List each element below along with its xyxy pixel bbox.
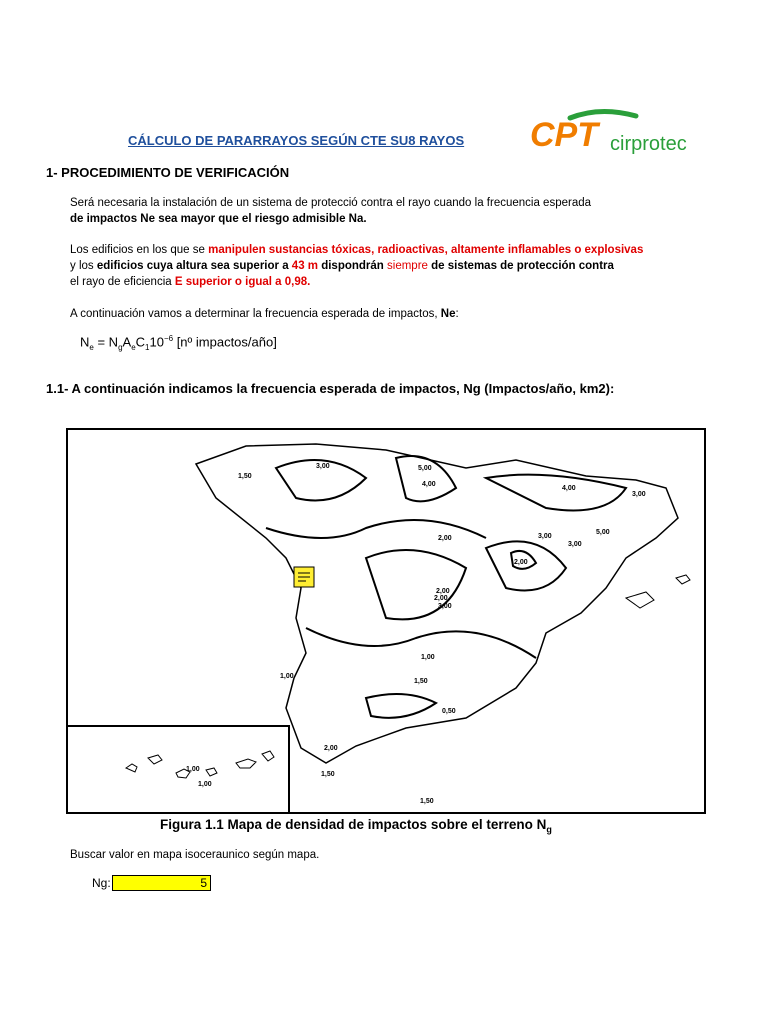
para2-line1: [70, 242, 643, 258]
logo-brand: CPT: [530, 116, 598, 154]
ng-label: Ng:: [92, 876, 111, 890]
figure-caption: [160, 817, 552, 835]
formula-s2: e: [131, 342, 136, 352]
caption-sub: g: [546, 824, 552, 835]
formula-c: C: [135, 334, 146, 350]
map-label-5: 4,00: [562, 485, 576, 492]
formula-unit: [nº impactos/año]: [173, 334, 277, 350]
caption-text: Figura 1.1 Mapa de densidad de impactos sobre el terreno N: [160, 817, 547, 832]
section1-heading: 1- PROCEDIMIENTO DE VERIFICACIÓN: [46, 165, 290, 180]
para2-l2f: de sistemas de protección contra: [427, 260, 614, 272]
map-label-2: 4,00: [422, 481, 436, 488]
canary-inset: [67, 726, 289, 813]
formula-a: A: [122, 334, 132, 350]
formula-eq: = N: [93, 334, 119, 350]
para1-line1: Será necesaria la instalación de un sistema de protecció contra el rayo cuando la frecuencia esperada: [70, 197, 592, 209]
map-label-16: 2,00: [324, 745, 338, 752]
para2-l1a: Los edificios en los que se: [70, 244, 209, 256]
map-label-6: 5,00: [596, 529, 610, 536]
formula-s3: 1: [145, 342, 150, 352]
lightning-density-map: [66, 428, 706, 814]
para2-line3: [70, 274, 310, 290]
formula-lhs: N: [80, 334, 90, 350]
formula-ten: 10: [149, 334, 164, 350]
map-label-3: 1,50: [238, 473, 252, 480]
map-label-20: 1,00: [198, 781, 212, 788]
para3-b: Ne: [440, 308, 456, 320]
map-label-19: 1,00: [186, 766, 200, 773]
map-label-14: 1,00: [421, 654, 435, 661]
map-label-18: 1,50: [420, 798, 434, 805]
map-label-10: 2,00: [438, 535, 452, 542]
ne-formula: [80, 334, 277, 352]
para3-c: :: [455, 308, 459, 320]
para2-l2b: edificios cuya altura sea superior a: [96, 260, 292, 272]
map-label-8: 2,00: [514, 559, 528, 566]
map-label-9: 3,00: [568, 541, 582, 548]
map-label-13: 1,50: [414, 678, 428, 685]
para2-l3a: el rayo de eficiencia: [70, 276, 175, 288]
para2-l2d: dispondrán: [318, 260, 388, 272]
para1-line2: de impactos Ne sea mayor que el riesgo admisible Na.: [70, 213, 367, 225]
map-label-11: 3,00: [438, 603, 452, 610]
formula-s1: g: [118, 342, 123, 352]
section11-heading: 1.1- A continuación indicamos la frecuencia esperada de impactos, Ng (Impactos/año, km2):: [46, 381, 615, 396]
note-icon[interactable]: [293, 566, 315, 588]
para3: [70, 306, 459, 322]
page-title: CÁLCULO DE PARARRAYOS SEGÚN CTE SU8 RAYOS: [128, 133, 465, 148]
para2-l3b: E superior o igual a 0,98.: [174, 276, 311, 288]
para2-l1b: manipulen sustancias tóxicas, radioactivas, altamente inflamables o explosivas: [208, 244, 644, 256]
para2-l2a: y los: [70, 260, 97, 272]
map-label-1: 5,00: [418, 465, 432, 472]
logo-name: cirprotec: [610, 133, 687, 155]
map-label-17: 1,50: [321, 771, 335, 778]
formula-lhs-sub: e: [89, 342, 94, 352]
map-label-21: 1,00: [280, 673, 294, 680]
map-label-4: 3,00: [632, 491, 646, 498]
formula-exp: −6: [163, 334, 174, 343]
para2-l2c: 43 m: [291, 260, 319, 272]
map-label-22: 2,00: [436, 588, 450, 595]
cirprotec-logo: [530, 108, 740, 156]
ng-value-field[interactable]: 5: [112, 875, 211, 891]
para2-l2e: siempre: [387, 260, 428, 272]
map-label-15: 0,50: [442, 708, 456, 715]
search-instruction: Buscar valor en mapa isoceraunico según mapa.: [70, 849, 320, 861]
para2-line2: [70, 258, 614, 274]
para3-a: A continuación vamos a determinar la frecuencia esperada de impactos,: [70, 308, 441, 320]
map-label-12: 2,00: [434, 595, 448, 602]
map-label-0: 3,00: [316, 463, 330, 470]
map-label-7: 3,00: [538, 533, 552, 540]
